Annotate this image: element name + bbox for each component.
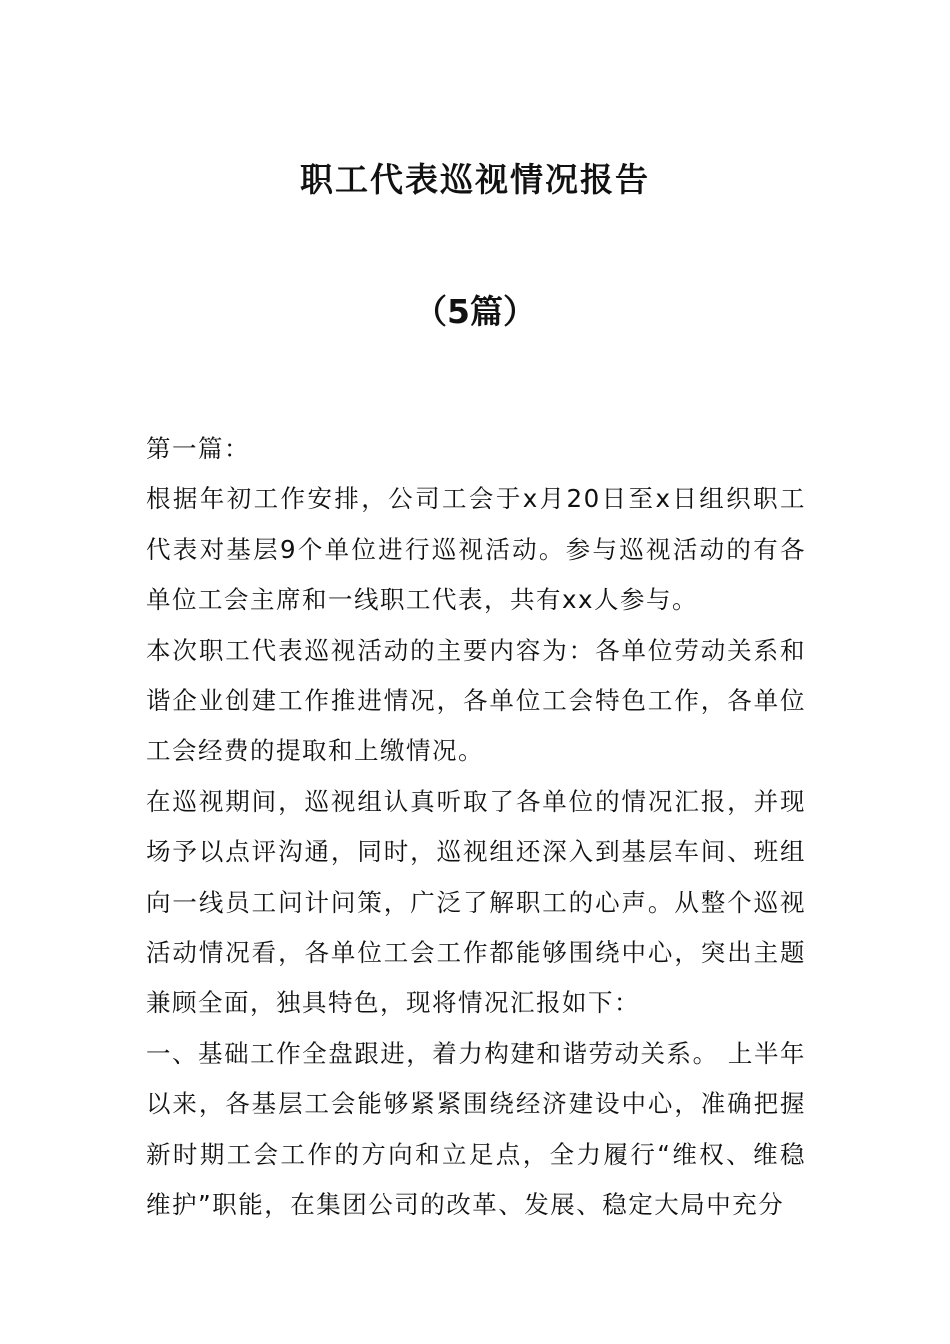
- section-heading: 第一篇：: [146, 434, 250, 463]
- body-paragraph: 本次职工代表巡视活动的主要内容为：各单位劳动关系和谐企业创建工作推进情况，各单位工会特色工作，各单位工会经费的提取和上缴情况。: [146, 635, 806, 766]
- document-subtitle: （5篇）: [414, 292, 536, 331]
- body-paragraph: 根据年初工作安排，公司工会于x月20日至x日组织职工代表对基层9个单位进行巡视活动。参与巡视活动的有各单位工会主席和一线职工代表，共有xx人参与。: [146, 484, 806, 615]
- document-body: [146, 424, 806, 1231]
- body-paragraph: 在巡视期间，巡视组认真听取了各单位的情况汇报，并现场予以点评沟通，同时，巡视组还深入到基层车间、班组向一线员工问计问策，广泛了解职工的心声。从整个巡视活动情况看，各单位工会工作都能够围绕中心，突出主题兼顾全面，独具特色，现将情况汇报如下：: [146, 786, 806, 1018]
- document-title: 职工代表巡视情况报告: [300, 160, 650, 199]
- body-paragraph: 一、基础工作全盘跟进，着力构建和谐劳动关系。 上半年以来，各基层工会能够紧紧围绕经济建设中心，准确把握新时期工会工作的方向和立足点，全力履行“维权、维稳维护”职能，在集团公司的改革、发展、稳定大局中充分: [146, 1038, 806, 1220]
